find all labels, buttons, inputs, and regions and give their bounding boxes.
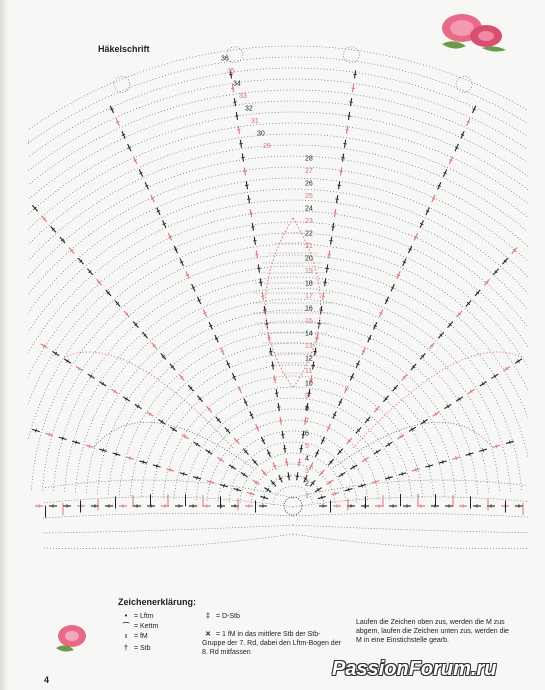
stitch-bar [335, 492, 336, 495]
chain-arc [43, 513, 293, 518]
stitch-bar [259, 282, 263, 283]
legend-item-kettm [120, 622, 158, 631]
stitch-bar [375, 480, 376, 483]
page-number: 4 [44, 675, 50, 685]
stitch-bar [331, 227, 335, 228]
stitch-bar [247, 199, 251, 200]
stitch-bar [287, 476, 291, 477]
chain-arc [28, 123, 528, 482]
stitch-bar [273, 379, 277, 380]
legend-label: = Lftm [133, 613, 154, 620]
chain-arc [28, 145, 528, 483]
stitch-bar [263, 310, 267, 311]
legend-label: = 1 fM in das mittlere Stb der Stb-Gruppe der 7. Rd, dabei den Lftm-Bogen der 8. Rd mitfassen [202, 631, 341, 656]
chain-arc [28, 46, 528, 477]
stitch-bar [509, 441, 510, 444]
crochet-diagram [28, 28, 528, 588]
row-number: 35 [227, 68, 235, 75]
row-number: 28 [305, 155, 313, 163]
stitch-bar [170, 468, 171, 471]
chain-arc [28, 211, 528, 487]
chain-arc [28, 156, 528, 484]
edge-picot [456, 76, 472, 92]
legend-label: = Kettm [133, 623, 159, 630]
stitch-bar [333, 213, 337, 214]
row-number: 14 [305, 330, 313, 338]
stitch-bar [197, 476, 198, 479]
row-number: 3 [305, 468, 309, 475]
stitch-bar [345, 130, 349, 131]
stitch-bar [388, 476, 389, 479]
chain-arc [28, 178, 528, 485]
stitch-bar [257, 268, 261, 269]
chain-arc [32, 244, 528, 490]
rose-decoration-small [52, 620, 92, 654]
stitch-bar [129, 456, 130, 459]
stitch-bar [183, 472, 184, 475]
stitch-bar [482, 448, 483, 451]
chain-arc [53, 266, 528, 491]
stitch-bar [76, 441, 77, 444]
row-number: 10 [305, 380, 313, 388]
row-number: 26 [305, 180, 313, 188]
chain-arc [42, 255, 528, 490]
stitch-bar [456, 456, 457, 459]
stitch-bar [315, 337, 319, 338]
stitch-bar [116, 452, 117, 455]
stitch-bar [271, 365, 275, 366]
row-number: 18 [305, 280, 313, 288]
chain-arc [28, 57, 528, 478]
stitch-bar [281, 434, 285, 435]
stitch-bar [250, 492, 251, 495]
stitch-bar [269, 351, 273, 352]
pineapple-outline [353, 352, 523, 448]
row-number: 31 [251, 118, 259, 125]
stitch-bar [496, 445, 497, 448]
stitch-bar [89, 445, 90, 448]
stitch-bar [299, 448, 303, 449]
row-number: 12 [305, 355, 313, 363]
chain-arc [262, 475, 324, 504]
row-number: 22 [305, 230, 313, 238]
stitch-bar [277, 407, 281, 408]
stitch-bar [239, 143, 243, 144]
row-number: 9 [305, 393, 309, 400]
row-number: 15 [305, 318, 313, 325]
stitch-bar [311, 365, 315, 366]
row-number: 20 [305, 255, 313, 263]
legend-label: = Stb [133, 645, 151, 652]
stitch-bar [255, 254, 259, 255]
row-number: 27 [305, 168, 313, 175]
stitch-bar [235, 116, 239, 117]
row-number: 13 [305, 343, 313, 350]
stitch-bar [297, 462, 301, 463]
legend-item-lftm [120, 612, 154, 621]
chain-arc [108, 321, 477, 494]
stitch-bar [156, 464, 157, 467]
chain-symbol: • [124, 613, 128, 620]
chain-arc [240, 453, 346, 503]
stitch-bar [329, 240, 333, 241]
chain-arc [28, 222, 528, 488]
stitch-bar [335, 199, 339, 200]
row-number: 21 [305, 243, 313, 250]
stitch-bar [62, 437, 63, 440]
stitch-bar [402, 472, 403, 475]
stitch-bar [415, 468, 416, 471]
stitch-bar [295, 476, 299, 477]
stitch-bar [223, 484, 224, 487]
chain-arc [28, 134, 528, 483]
chain-arc [207, 420, 379, 501]
stitch-bar [341, 157, 345, 158]
stitch-bar [327, 254, 331, 255]
legend-item-fm [120, 632, 148, 641]
chain-arc [43, 534, 293, 549]
treble-crochet-symbol: ‡ [206, 613, 210, 620]
legend-title: Zeichenerklärung: [118, 597, 197, 607]
row-number: 34 [233, 80, 241, 88]
row-number: 4 [305, 455, 309, 463]
chain-arc [293, 525, 528, 533]
stitch-bar [103, 448, 104, 451]
stitch-bar [347, 116, 351, 117]
stitch-bar [343, 143, 347, 144]
chain-arc [43, 525, 293, 533]
stitch-bar [35, 429, 36, 432]
stitch-bar [267, 337, 271, 338]
instruction-note: Laufen die Zeichen oben zus, werden die M zus abgem, laufen die Zeichen unten zus, werden die M in eine Einstichstelle gearb. [356, 619, 509, 644]
page-edge [0, 0, 8, 690]
watermark: PassionForum.ru [332, 658, 497, 680]
stitch-bar [143, 460, 144, 463]
legend-label: = D-Stb [215, 613, 240, 620]
stitch-bar [429, 464, 430, 467]
chart-title: Häkelschrift [98, 44, 150, 54]
row-number: 7 [305, 418, 309, 425]
chain-arc [28, 101, 528, 481]
stitch-bar [237, 488, 238, 491]
stitch-bar [321, 296, 325, 297]
stitch-bar [237, 130, 241, 131]
row-number: 5 [305, 443, 309, 450]
stitch-bar [283, 448, 287, 449]
stitch-bar [309, 379, 313, 380]
stitch-bar [210, 480, 211, 483]
row-number: 1 [305, 493, 309, 500]
stitch-bar [319, 310, 323, 311]
row-number: 32 [245, 105, 253, 113]
chain-arc [130, 343, 455, 496]
chain-arc [293, 513, 528, 518]
stitch-bar [323, 282, 327, 283]
stitch-bar [337, 185, 341, 186]
stitch-bar [264, 496, 265, 499]
stitch-bar [339, 171, 343, 172]
legend-label: = fM [133, 633, 148, 640]
chain-arc [28, 68, 528, 478]
chain-arc [185, 398, 401, 499]
row-number: 16 [305, 305, 313, 313]
row-number: 19 [305, 268, 313, 275]
stitch-bar [233, 102, 237, 103]
row-number: 30 [257, 130, 265, 138]
row-number: 36 [221, 55, 229, 63]
stitch-bar [362, 484, 363, 487]
stitch-bar [351, 88, 355, 89]
legend-item-stb [120, 644, 151, 653]
row-number: 6 [305, 430, 309, 438]
stitch-bar [253, 240, 257, 241]
chain-arc [28, 79, 528, 479]
row-number: 17 [305, 293, 313, 300]
row-number: 29 [263, 143, 271, 150]
chain-arc [28, 189, 528, 486]
row-number: 24 [305, 205, 313, 213]
stitch-bar [321, 496, 322, 499]
pineapple-outline [63, 352, 233, 448]
slip-stitch-symbol: ⌒ [122, 623, 130, 630]
row-number: 8 [305, 405, 309, 413]
stitch-bar [265, 324, 269, 325]
single-crochet-symbol: ı [125, 633, 127, 640]
stitch-bar [442, 460, 443, 463]
row-number: 2 [305, 480, 309, 488]
edge-picot [114, 76, 130, 92]
stitch-bar [469, 452, 470, 455]
stitch-bar [275, 393, 279, 394]
legend-item-fm-special [202, 630, 342, 657]
chain-arc [28, 112, 528, 481]
stitch-bar [261, 296, 265, 297]
stitch-bar [285, 462, 289, 463]
stitch-bar [249, 213, 253, 214]
row-number: 25 [305, 193, 313, 200]
row-number: 33 [239, 93, 247, 100]
stitch-bar [313, 351, 317, 352]
stitch-bar [317, 324, 321, 325]
stitch-bar [241, 157, 245, 158]
cross-symbol: ✕ [205, 631, 211, 638]
row-number: 11 [305, 368, 313, 375]
stitch-bar [353, 74, 357, 75]
stitch-bar [49, 433, 50, 436]
row-number: 23 [305, 218, 313, 225]
chain-arc [163, 376, 422, 498]
stitch-bar [245, 185, 249, 186]
stitch-bar [231, 88, 235, 89]
legend-item-dstb [202, 612, 240, 621]
stitch-bar [279, 421, 283, 422]
double-crochet-symbol: † [124, 645, 128, 652]
stitch-bar [349, 102, 353, 103]
stitch-bar [243, 171, 247, 172]
stitch-bar [251, 227, 255, 228]
chain-arc [293, 534, 528, 549]
stitch-bar [348, 488, 349, 491]
stitch-bar [325, 268, 329, 269]
